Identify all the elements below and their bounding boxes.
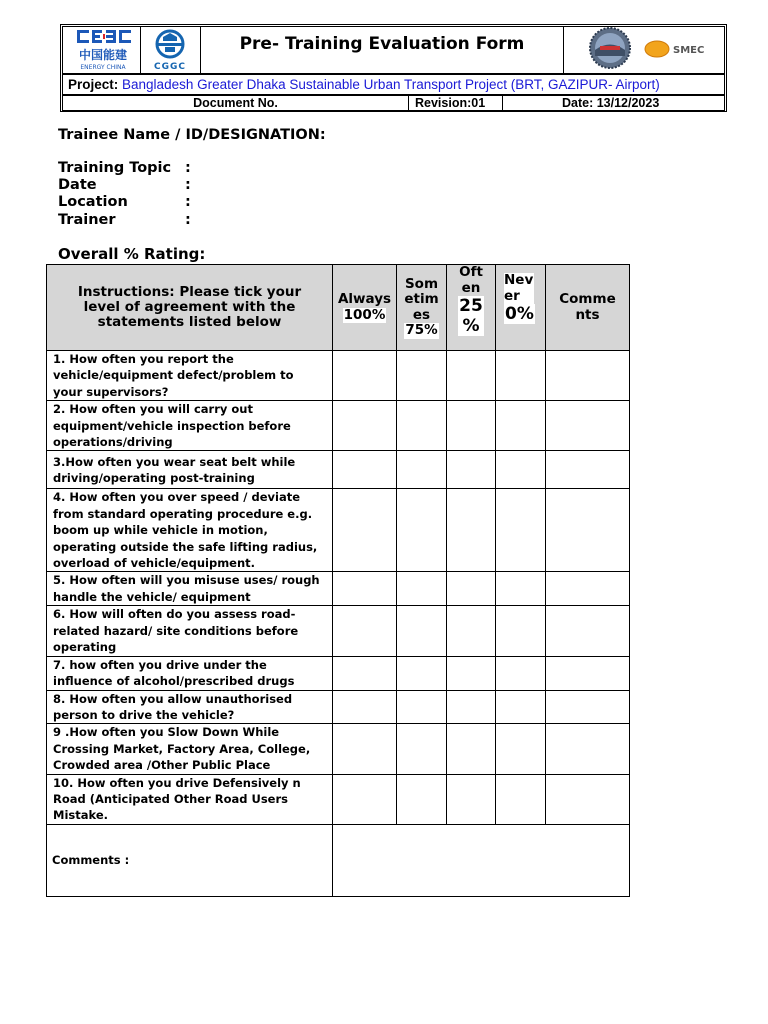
trainer-label: Trainer (58, 212, 116, 228)
q7-sometimes-cell[interactable] (397, 656, 447, 690)
q4-comments-cell[interactable] (546, 489, 630, 572)
q5-never-cell[interactable] (496, 572, 546, 606)
q4-often-cell[interactable] (447, 489, 496, 572)
col-often-header (447, 265, 496, 351)
table-row (47, 606, 630, 656)
q2-comments-cell[interactable] (546, 401, 630, 451)
logo-chinese-text: 中国能建 (78, 48, 128, 62)
date-field-label: Date (58, 177, 97, 193)
table-row (47, 774, 630, 824)
q3-never-cell[interactable] (496, 451, 546, 489)
cggc-logo-graphic (141, 27, 200, 73)
q6-often-cell[interactable] (447, 606, 496, 656)
document-info-row (62, 95, 725, 111)
question-1: 1. How often you report the vehicle/equipment defect/problem to your supervisors? (47, 351, 333, 401)
col-often-pct: 25 % (459, 296, 483, 336)
q8-never-cell[interactable] (496, 690, 546, 724)
brt-seal-icon (590, 28, 630, 68)
document-no-cell (62, 95, 409, 111)
col-sometimes-label: Sometimes (404, 275, 439, 323)
comments-header: Comments (546, 265, 630, 351)
q9-always-cell[interactable] (333, 724, 397, 774)
q9-often-cell[interactable] (447, 724, 496, 774)
q7-always-cell[interactable] (333, 656, 397, 690)
partner-logos (563, 26, 725, 74)
table-row (47, 451, 630, 489)
q1-sometimes-cell[interactable] (397, 351, 447, 401)
logo-energy-china-text: ENERGY CHINA (80, 64, 126, 71)
instructions-header: Instructions: Please tick your level of agreement with the statements listed below (47, 265, 333, 351)
form-title: Pre- Training Evaluation Form (239, 34, 525, 54)
q10-always-cell[interactable] (333, 774, 397, 824)
q9-sometimes-cell[interactable] (397, 724, 447, 774)
q2-sometimes-cell[interactable] (397, 401, 447, 451)
q9-comments-cell[interactable] (546, 724, 630, 774)
q6-never-cell[interactable] (496, 606, 546, 656)
question-6: 6. How will often do you assess road-related hazard/ site conditions before operating (47, 606, 333, 656)
q4-never-cell[interactable] (496, 489, 546, 572)
smec-logo-icon (645, 41, 704, 57)
table-row (47, 656, 630, 690)
logo-cggc-text: CGGC (154, 62, 186, 72)
q2-never-cell[interactable] (496, 401, 546, 451)
q10-sometimes-cell[interactable] (397, 774, 447, 824)
project-row (62, 74, 725, 95)
q2-always-cell[interactable] (333, 401, 397, 451)
col-always-label: Always (337, 291, 392, 307)
q10-often-cell[interactable] (447, 774, 496, 824)
col-never-pct: 0% (505, 304, 534, 324)
table-row (47, 690, 630, 724)
overall-rating-label: Overall % Rating: (58, 245, 206, 263)
q10-comments-cell[interactable] (546, 774, 630, 824)
q1-often-cell[interactable] (447, 351, 496, 401)
training-topic-label: Training Topic (58, 160, 172, 176)
table-row (47, 572, 630, 606)
trainee-label: Trainee Name / ID/DESIGNATION: (58, 127, 326, 143)
q8-always-cell[interactable] (333, 690, 397, 724)
q6-comments-cell[interactable] (546, 606, 630, 656)
cggc-logo (140, 26, 201, 74)
col-never-label: Never (504, 272, 534, 304)
col-always-pct: 100% (343, 306, 386, 323)
evaluation-table (46, 264, 630, 897)
question-4: 4. How often you over speed / deviate from standard operating procedure e.g. boom up while vehicle in motion, operating outside the safe lifting radius, overload of vehicle/equipment. (47, 489, 333, 572)
revision-label: Revision:01 (415, 96, 486, 110)
q4-always-cell[interactable] (333, 489, 397, 572)
table-row (47, 489, 630, 572)
table-row (47, 401, 630, 451)
q1-always-cell[interactable] (333, 351, 397, 401)
table-row (47, 724, 630, 774)
header-date: Date: 13/12/2023 (562, 96, 660, 110)
q2-often-cell[interactable] (447, 401, 496, 451)
location-label: Location (58, 194, 128, 210)
smec-text: SMEC (673, 45, 705, 56)
form-title-cell (200, 26, 564, 74)
q7-often-cell[interactable] (447, 656, 496, 690)
document-no-label: Document No. (193, 96, 278, 110)
comments-row-label: Comments : (47, 824, 333, 896)
header-title-row (62, 26, 725, 74)
question-2: 2. How often you will carry out equipment/vehicle inspection before operations/driving (47, 401, 333, 451)
q3-always-cell[interactable] (333, 451, 397, 489)
q3-sometimes-cell[interactable] (397, 451, 447, 489)
table-row (47, 351, 630, 401)
comments-row (47, 824, 630, 896)
q4-sometimes-cell[interactable] (397, 489, 447, 572)
col-often-label: Often (459, 264, 483, 296)
question-3: 3.How often you wear seat belt while driving/operating post-training (47, 451, 333, 489)
date-cell (502, 95, 725, 111)
revision-cell (408, 95, 503, 111)
q5-always-cell[interactable] (333, 572, 397, 606)
q5-sometimes-cell[interactable] (397, 572, 447, 606)
comments-input-area[interactable] (333, 824, 630, 896)
question-5: 5. How often will you misuse uses/ rough handle the vehicle/ equipment (47, 572, 333, 606)
energy-china-logo-graphic (63, 27, 140, 73)
location-colon: : (185, 194, 191, 210)
trainer-colon: : (185, 212, 191, 228)
q1-never-cell[interactable] (496, 351, 546, 401)
question-7: 7. how often you drive under the influence of alcohol/prescribed drugs (47, 656, 333, 690)
q6-always-cell[interactable] (333, 606, 397, 656)
col-sometimes-pct: 75% (405, 322, 438, 338)
q9-never-cell[interactable] (496, 724, 546, 774)
q5-comments-cell[interactable] (546, 572, 630, 606)
q10-never-cell[interactable] (496, 774, 546, 824)
question-9: 9 .How often you Slow Down While Crossing Market, Factory Area, College, Crowded area /Other Public Place (47, 724, 333, 774)
project-value: Bangladesh Greater Dhaka Sustainable Urban Transport Project (BRT, GAZIPUR- Airport) (122, 77, 660, 92)
q7-comments-cell[interactable] (546, 656, 630, 690)
col-never-header (496, 265, 546, 351)
project-label: Project: (68, 77, 119, 92)
question-10: 10. How often you drive Defensively n Road (Anticipated Other Road Users Mistake. (47, 774, 333, 824)
question-8: 8. How often you allow unauthorised person to drive the vehicle? (47, 690, 333, 724)
energy-china-logo (62, 26, 141, 74)
q8-often-cell[interactable] (447, 690, 496, 724)
col-always-header (333, 265, 397, 351)
q8-comments-cell[interactable] (546, 690, 630, 724)
q6-sometimes-cell[interactable] (397, 606, 447, 656)
partner-logos-graphic (564, 27, 724, 73)
q7-never-cell[interactable] (496, 656, 546, 690)
col-sometimes-header (397, 265, 447, 351)
table-header-row (47, 265, 630, 351)
date-field-colon: : (185, 177, 191, 193)
q1-comments-cell[interactable] (546, 351, 630, 401)
q3-comments-cell[interactable] (546, 451, 630, 489)
training-topic-colon: : (185, 160, 191, 176)
q5-often-cell[interactable] (447, 572, 496, 606)
q3-often-cell[interactable] (447, 451, 496, 489)
q8-sometimes-cell[interactable] (397, 690, 447, 724)
